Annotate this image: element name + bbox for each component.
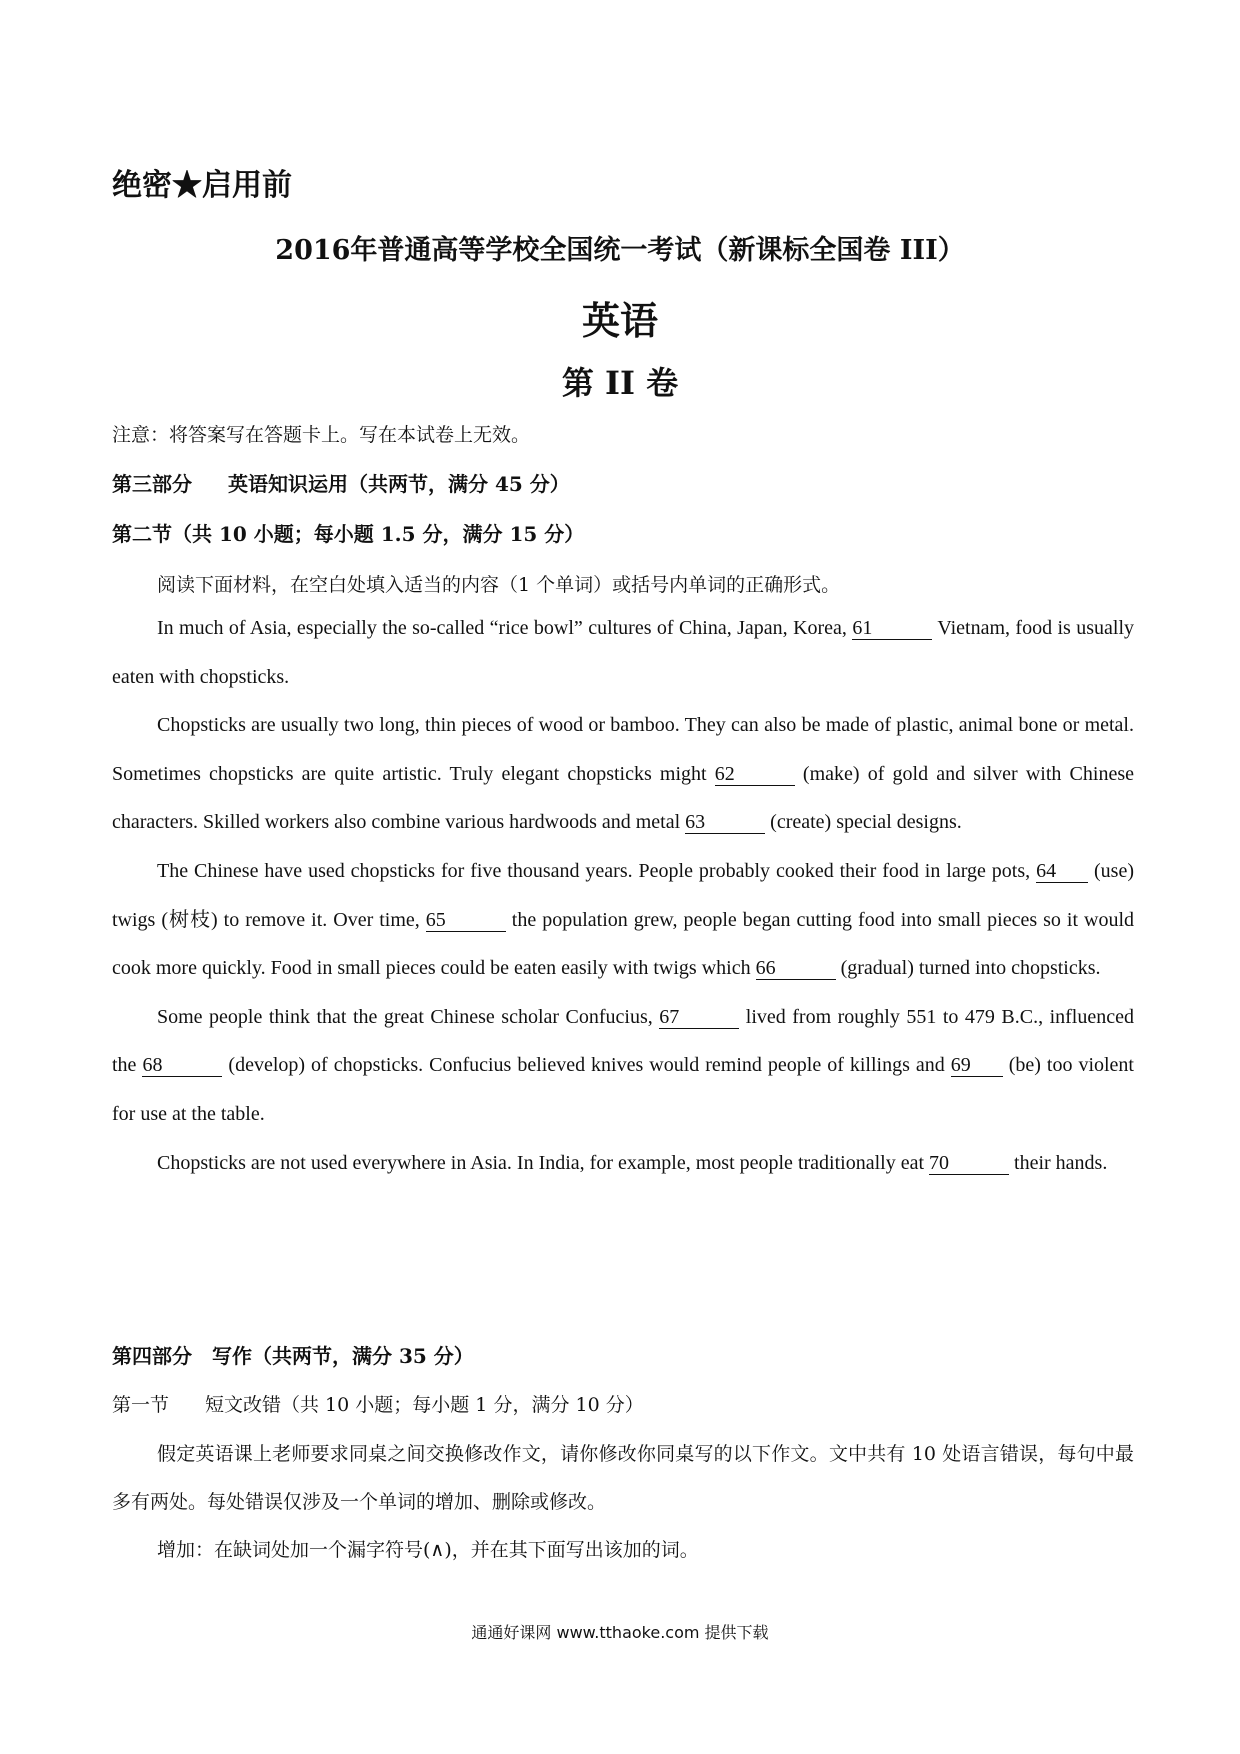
answer-note: 注意：将答案写在答题卡上。写在本试卷上无效。 xyxy=(112,424,531,446)
passage-text: (create) special designs. xyxy=(765,811,962,834)
passage-paragraph-3 xyxy=(112,847,1134,993)
passage-text: The Chinese have used chopsticks for five thousand years. People probably cooked their food in large pots, xyxy=(157,859,1037,882)
cloze-passage xyxy=(112,604,1134,1187)
passage-paragraph-1 xyxy=(112,604,1134,701)
passage-paragraph-5 xyxy=(112,1139,1134,1188)
subject-title: 英语 xyxy=(581,298,658,343)
blank-66: 66 xyxy=(756,957,836,980)
blank-61: 61 xyxy=(852,617,932,640)
cloze-instruction: 阅读下面材料，在空白处填入适当的内容（1 个单词）或括号内单词的正确形式。 xyxy=(157,574,841,596)
blank-63: 63 xyxy=(685,811,765,834)
section1-label: 第一节 xyxy=(112,1394,170,1416)
passage-paragraph-2 xyxy=(112,701,1134,847)
blank-65: 65 xyxy=(426,909,506,932)
passage-paragraph-4 xyxy=(112,993,1134,1139)
volume-title: 第 II 卷 xyxy=(561,364,679,402)
part3-heading-title: 英语知识运用（共两节，满分 45 分） xyxy=(228,472,570,496)
section1-title: 短文改错（共 10 小题；每小题 1 分，满分 10 分） xyxy=(205,1394,644,1416)
passage-text: the population grew, people began cutting food into small pieces so it would cook more quickly. Food in small pieces could be eaten easily with twigs which xyxy=(112,908,1134,980)
passage-text: Some people think that the great Chinese scholar Confucius, xyxy=(157,1005,660,1028)
part4-section1-heading xyxy=(112,1390,644,1417)
passage-text: (develop) of chopsticks. Confucius believed knives would remind people of killings and xyxy=(222,1054,951,1077)
error-correction-instructions xyxy=(112,1430,1134,1574)
passage-text: Vietnam, food is usually eaten with chopsticks. xyxy=(112,617,1134,688)
instruction-paragraph-1: 假定英语课上老师要求同桌之间交换修改作文，请你修改你同桌写的以下作文。文中共有 10 处语言错误，每句中最多有两处。每处错误仅涉及一个单词的增加、删除或修改。 xyxy=(112,1443,1134,1513)
blank-62: 62 xyxy=(715,763,795,786)
passage-text: (gradual) turned into chopsticks. xyxy=(835,957,1101,980)
part3-heading-label: 第三部分 xyxy=(112,472,192,496)
passage-text: (make) of gold and silver with Chinese characters. Skilled workers also combine various hardwoods and metal xyxy=(112,762,1134,834)
passage-text: In much of Asia, especially the so-called “rice bowl” cultures of China, Japan, Korea, xyxy=(157,617,853,639)
exam-title: 2016年普通高等学校全国统一考试（新课标全国卷 III） xyxy=(275,235,965,266)
passage-text: (be) too violent for use at the table. xyxy=(112,1054,1134,1125)
blank-67: 67 xyxy=(659,1006,739,1029)
passage-text: Chopsticks are not used everywhere in Asia. In India, for example, most people traditionally eat xyxy=(157,1151,930,1174)
part3-heading xyxy=(112,468,570,497)
blank-70: 70 xyxy=(929,1152,1009,1175)
secret-label: 绝密★启用前 xyxy=(112,168,292,203)
section2-heading: 第二节（共 10 小题；每小题 1.5 分，满分 15 分） xyxy=(112,522,585,546)
passage-text: their hands. xyxy=(1009,1151,1108,1174)
blank-68: 68 xyxy=(142,1054,222,1077)
blank-64: 64 xyxy=(1036,860,1088,883)
passage-text: Chopsticks are usually two long, thin pieces of wood or bamboo. They can also be made of plastic, animal bone or metal. Sometimes chopsticks are quite artistic. Truly elegant chopsticks might xyxy=(112,714,1134,785)
passage-text: lived from roughly 551 to 479 B.C., influenced the xyxy=(112,1005,1134,1077)
part4-heading: 第四部分 写作（共两节，满分 35 分） xyxy=(112,1344,474,1368)
instruction-paragraph-2: 增加：在缺词处加一个漏字符号(∧)，并在其下面写出该加的词。 xyxy=(157,1539,699,1561)
page-footer: 通通好课网 www.tthaoke.com 提供下载 xyxy=(471,1623,769,1642)
passage-text: (use) twigs (树枝) to remove it. Over time, xyxy=(112,859,1134,931)
blank-69: 69 xyxy=(951,1054,1003,1077)
